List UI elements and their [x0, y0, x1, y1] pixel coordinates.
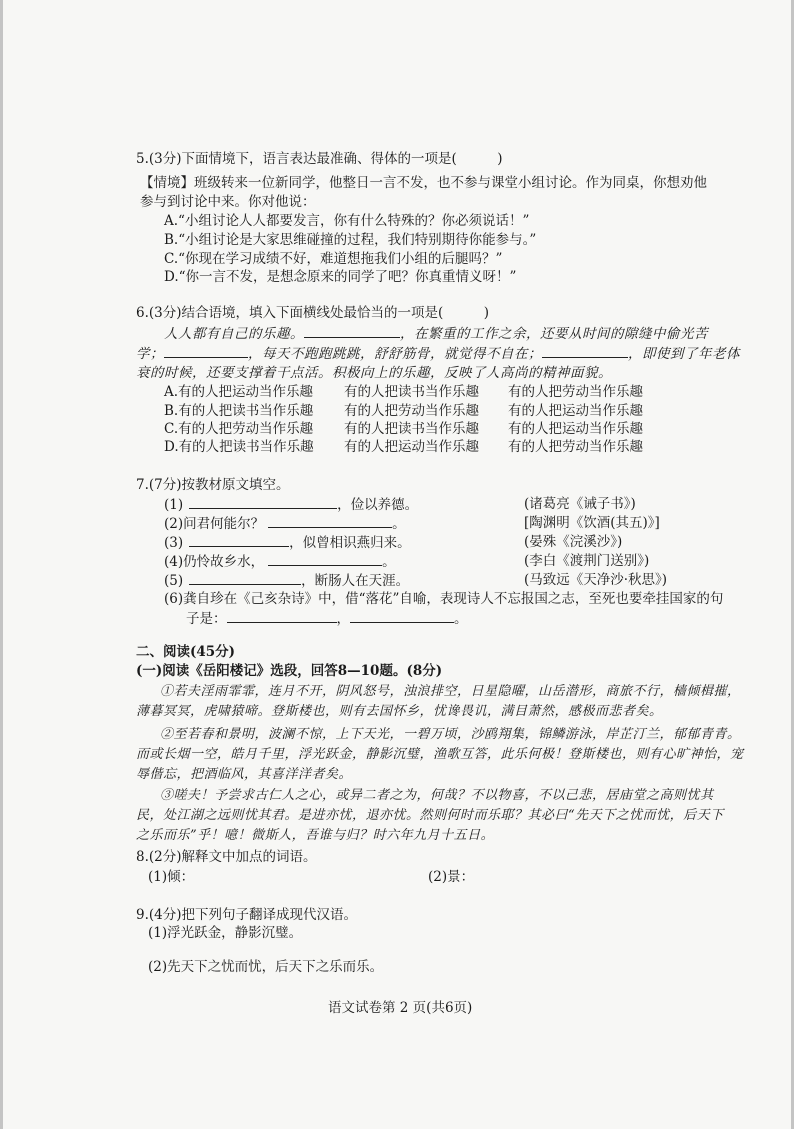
q7-item-text: 。	[392, 516, 406, 532]
q7-item-text: ，俭以养德。	[337, 497, 419, 513]
q9-item-2[interactable]: (2)先天下之忧而忧，后天下之乐而乐。	[148, 959, 384, 975]
q7-item-6-line2	[186, 609, 468, 628]
q6-blank-3[interactable]	[542, 344, 628, 358]
q6-passage-line3: 衰的时候，还要支撑着干点活。积极向上的乐趣，反映了人高尚的精神面貌。	[136, 365, 612, 381]
q7-item-3	[164, 533, 411, 552]
q5-option-b: B.“小组讨论是大家思维碰撞的过程，我们特别期待你能参与。”	[164, 232, 537, 248]
q7-source-2: [陶渊明《饮酒(其五)》]	[524, 515, 660, 531]
q7-blank-4[interactable]	[268, 552, 382, 566]
q7-item-text: ，	[336, 611, 350, 627]
q6-passage-text: ，在繁重的工作之余，还要从时间的隙缝中偷光苦	[400, 326, 708, 342]
q5-option-d: D.“你一言不发，是想念原来的同学了吧？你真重情义呀！”	[164, 269, 517, 285]
q5-context-line1: 【情境】班级转来一位新同学，他整日一言不发，也不参与课堂小组讨论。作为同桌，你想劝他	[140, 175, 707, 191]
q7-item-number: (5)	[164, 573, 184, 589]
q6-option-c-col1: C.有的人把劳动当作乐趣	[164, 421, 314, 437]
q7-item-6-line1: (6)龚自珍在《己亥杂诗》中，借“落花”自喻，表现诗人不忘报国之志，至死也要牵挂国家的句	[164, 591, 724, 607]
q6-blank-2[interactable]	[164, 344, 248, 358]
q6-passage-line1	[164, 324, 708, 343]
q7-blank-6b[interactable]	[350, 609, 454, 623]
q7-item-number: (3)	[164, 535, 184, 551]
q7-stem: 7.(7分)按教材原文填空。	[136, 477, 290, 493]
q6-option-d-col1: D.有的人把读书当作乐趣	[164, 439, 314, 455]
q6-option-c-col3: 有的人把运动当作乐趣	[508, 421, 643, 437]
passage-para3-line2: 民，处江湖之远则忧其君。是进亦忧，退亦忧。然则何时而乐耶？其必曰“先天下之忧而忧，后天下	[136, 808, 724, 823]
passage-para2-line2: 而或长烟一空，皓月千里，浮光跃金，静影沉璧，渔歌互答，此乐何极！登斯楼也，则有心旷神怡，宠	[136, 747, 744, 762]
q7-item-text: 问君何能尔？	[183, 516, 265, 532]
q7-item-2	[164, 514, 406, 533]
q5-option-c: C.“你现在学习成绩不好，难道想拖我们小组的后腿吗？”	[164, 251, 503, 267]
q7-item-number: (4)	[164, 554, 184, 570]
q7-item-text: ，似曾相识燕归来。	[289, 535, 411, 551]
q6-option-a-col3: 有的人把劳动当作乐趣	[508, 384, 643, 400]
q9-item-1[interactable]: (1)浮光跃金，静影沉璧。	[148, 925, 303, 941]
q6-option-b-col1: B.有的人把读书当作乐趣	[164, 403, 314, 419]
q7-blank-5[interactable]	[189, 571, 301, 585]
q6-option-b-col3: 有的人把运动当作乐趣	[508, 403, 643, 419]
q7-item-number: (1)	[164, 497, 184, 513]
page-footer: 语文试卷第 2 页(共6页)	[328, 1000, 473, 1016]
q7-item-text: ，断肠人在天涯。	[301, 573, 410, 589]
q7-item-text: 子是：	[186, 611, 227, 627]
passage-para1-line1: ①若夫淫雨霏霏，连月不开，阴风怒号，浊浪排空，日星隐曜，山岳潜形，商旅不行，樯倾楫摧，	[160, 684, 741, 699]
q6-passage-text: ，每天不跑跑跳跳，舒舒筋骨，就觉得不自在；	[248, 346, 542, 362]
section2-title: 二、阅读(45分)	[136, 644, 236, 660]
q6-option-d-col2: 有的人把运动当作乐趣	[344, 439, 479, 455]
q6-option-c-col2: 有的人把读书当作乐趣	[344, 421, 479, 437]
q7-item-text: 。	[382, 554, 396, 570]
q7-source-5: (马致远《天净沙·秋思》)	[524, 572, 668, 588]
passage-para2-line3: 辱偕忘，把酒临风，其喜洋洋者矣。	[136, 767, 353, 782]
q7-blank-3[interactable]	[189, 533, 289, 547]
q8-stem: 8.(2分)解释文中加点的词语。	[136, 849, 317, 865]
q8-item-1[interactable]: (1)倾：	[148, 869, 195, 885]
q7-blank-1[interactable]	[189, 495, 337, 509]
q7-blank-6a[interactable]	[227, 609, 337, 623]
q7-item-4	[164, 552, 396, 571]
q5-context-line2: 参与到讨论中来。你对他说：	[140, 194, 316, 210]
q7-source-4: (李白《渡荆门送别》)	[524, 553, 650, 569]
q7-item-number: (2)	[164, 516, 184, 532]
q8-item-2[interactable]: (2)景：	[428, 869, 475, 885]
passage-para3-line1: ③嗟夫！予尝求古仁人之心，或异二者之为，何哉？不以物喜，不以己悲，居庙堂之高则忧其	[160, 788, 714, 803]
q6-passage-line2	[136, 344, 740, 363]
section2-subtitle: (一)阅读《岳阳楼记》选段，回答8—10题。(8分)	[136, 663, 443, 679]
q6-passage-text: 人人都有自己的乐趣。	[164, 326, 304, 342]
scan-edge-left	[0, 0, 3, 1129]
q7-source-1: (诸葛亮《诫子书》)	[524, 496, 636, 512]
q6-blank-1[interactable]	[304, 324, 400, 338]
q5-option-a: A.“小组讨论人人都要发言，你有什么特殊的？你必须说话！”	[164, 213, 530, 229]
q6-option-d-col3: 有的人把劳动当作乐趣	[508, 439, 643, 455]
q6-stem: 6.(3分)结合语境，填入下面横线处最恰当的一项是( )	[136, 305, 490, 321]
q6-option-b-col2: 有的人把劳动当作乐趣	[344, 403, 479, 419]
passage-para2-line1: ②至若春和景明，波澜不惊，上下天光，一碧万顷，沙鸥翔集，锦鳞游泳，岸芷汀兰，郁郁青青。	[160, 727, 741, 742]
q6-option-a-col1: A.有的人把运动当作乐趣	[164, 384, 314, 400]
passage-para1-line2: 薄暮冥冥，虎啸猿啼。登斯楼也，则有去国怀乡，忧谗畏讥，满目萧然，感极而悲者矣。	[136, 704, 663, 719]
q7-item-text: 。	[454, 611, 468, 627]
q7-blank-2[interactable]	[268, 514, 392, 528]
q7-item-text: 仍怜故乡水，	[183, 554, 265, 570]
passage-para3-line3: 之乐而乐”乎！噫！微斯人，吾谁与归？时六年九月十五日。	[136, 828, 495, 843]
q6-passage-text: 学；	[136, 346, 164, 362]
q6-option-a-col2: 有的人把读书当作乐趣	[344, 384, 479, 400]
q7-source-3: (晏殊《浣溪沙》)	[524, 534, 623, 550]
q5-stem: 5.(3分)下面情境下，语言表达最准确、得体的一项是( )	[136, 151, 503, 167]
q7-item-5	[164, 571, 409, 590]
q9-stem: 9.(4分)把下列句子翻译成现代汉语。	[136, 907, 358, 923]
q7-item-1	[164, 495, 418, 514]
q6-passage-text: ，即使到了年老体	[628, 346, 740, 362]
